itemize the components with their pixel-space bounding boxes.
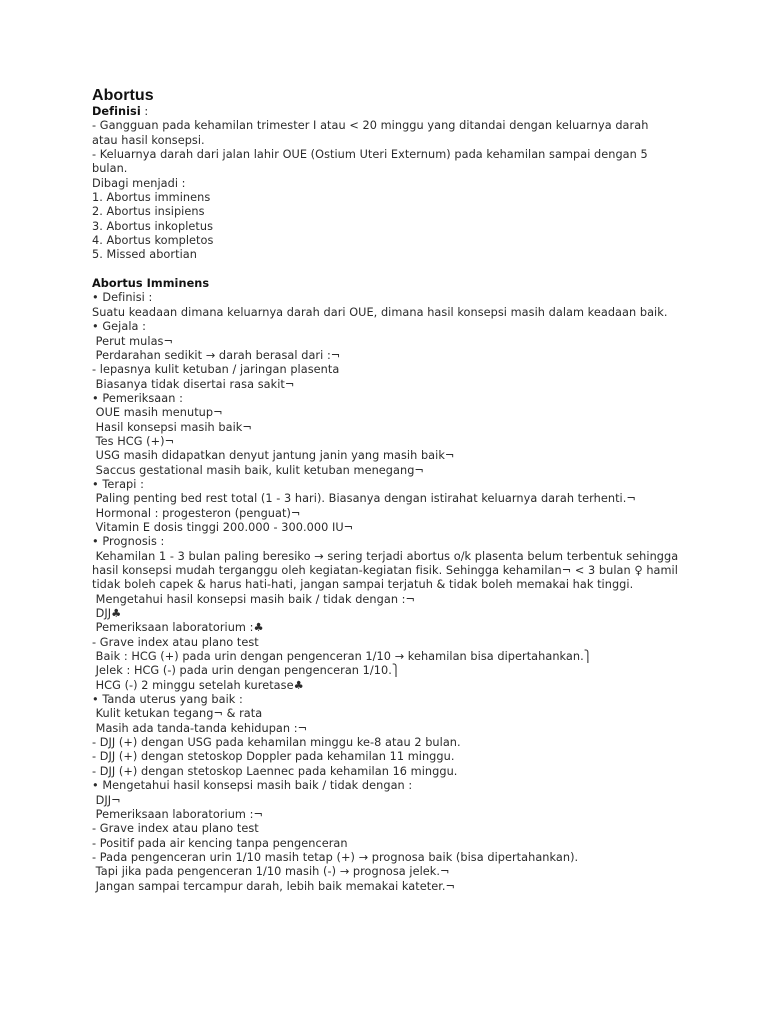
- section-block-b: [92, 593, 692, 894]
- text-line: 2. Abortus insipiens: [92, 205, 205, 219]
- text-line: Dibagi menjadi :: [92, 176, 186, 190]
- text-line: - DJJ (+) dengan stetoskop Laennec pada kehamilan 16 minggu.: [92, 764, 458, 778]
- text-line: Jelek : HCG (-) pada urin dengan pengenceran 1/10.⎫: [92, 664, 401, 678]
- text-line: • Terapi :: [92, 477, 144, 491]
- section-block-a: [92, 291, 692, 549]
- text-line: Saccus gestational masih baik, kulit ketuban menegang¬: [92, 463, 424, 477]
- text-line: Masih ada tanda-tanda kehidupan :¬: [92, 721, 308, 735]
- text-line: - Grave index atau plano test: [92, 822, 259, 836]
- spacer: [92, 263, 692, 277]
- text-line: Hormonal : progesteron (penguat)¬: [92, 506, 301, 520]
- prognosis-paragraph: Kehamilan 1 - 3 bulan paling beresiko → sering terjadi abortus o/k plasenta belum terbentuk sehingga hasil konsepsi mudah terganggu oleh kegiatan-kegiatan fisik. Sehingga kehamilan¬ < 3 bulan ♀ hamil tidak boleh capek & harus hati-hati, jangan sampai terjatuh & tidak boleh memakai hak tinggi.: [92, 549, 682, 592]
- text-line: Mengetahui hasil konsepsi masih baik / tidak dengan :¬: [92, 592, 416, 606]
- text-line: Biasanya tidak disertai rasa sakit¬: [92, 377, 295, 391]
- text-line: 1. Abortus imminens: [92, 191, 211, 205]
- text-line: Pemeriksaan laboratorium :¬: [92, 807, 263, 821]
- text-line: Perdarahan sedikit → darah berasal dari :¬: [92, 348, 341, 362]
- text-line: • Definisi :: [92, 291, 153, 305]
- text-line: bulan.: [92, 162, 128, 176]
- text-line: - Pada pengenceran urin 1/10 masih tetap (+) → prognosa baik (bisa dipertahankan).: [92, 850, 579, 864]
- text-line: Paling penting bed rest total (1 - 3 hari). Biasanya dengan istirahat keluarnya darah terhenti.¬: [92, 492, 636, 506]
- text-line: • Mengetahui hasil konsepsi masih baik / tidak dengan :: [92, 779, 413, 793]
- section-heading: Abortus Imminens: [92, 277, 210, 291]
- text-line: - DJJ (+) dengan stetoskop Doppler pada kehamilan 11 minggu.: [92, 750, 455, 764]
- intro-block: [92, 119, 692, 262]
- text-line: 5. Missed abortian: [92, 248, 197, 262]
- text-line: atau hasil konsepsi.: [92, 133, 205, 147]
- text-line: • Pemeriksaan :: [92, 391, 183, 405]
- text-line: 4. Abortus kompletos: [92, 234, 214, 248]
- text-line: OUE masih menutup¬: [92, 406, 223, 420]
- page-title: Abortus: [92, 87, 154, 104]
- text-line: - Positif pada air kencing tanpa pengenceran: [92, 836, 348, 850]
- text-line: • Gejala :: [92, 320, 146, 334]
- text-line: Jangan sampai tercampur darah, lebih baik memakai kateter.¬: [92, 879, 456, 893]
- text-line: • Tanda uterus yang baik :: [92, 693, 243, 707]
- text-line: Tapi jika pada pengenceran 1/10 masih (-) → prognosa jelek.¬: [92, 865, 450, 879]
- text-line: - DJJ (+) dengan USG pada kehamilan minggu ke-8 atau 2 bulan.: [92, 736, 461, 750]
- text-line: - Keluarnya darah dari jalan lahir OUE (Ostium Uteri Externum) pada kehamilan sampai dengan 5: [92, 148, 648, 162]
- text-line: Perut mulas¬: [92, 334, 174, 348]
- text-line: HCG (-) 2 minggu setelah kuretase♣: [92, 678, 304, 692]
- text-line: - Gangguan pada kehamilan trimester I atau < 20 minggu yang ditandai dengan keluarnya darah: [92, 119, 649, 133]
- text-line: 3. Abortus inkopletus: [92, 219, 214, 233]
- document-body: [92, 86, 692, 894]
- text-line: Kulit ketukan tegang¬ & rata: [92, 707, 263, 721]
- text-line: Vitamin E dosis tinggi 200.000 - 300.000 IU¬: [92, 520, 354, 534]
- definisi-heading-line: [92, 105, 692, 119]
- text-line: Hasil konsepsi masih baik¬: [92, 420, 252, 434]
- definisi-heading: Definisi: [92, 105, 141, 118]
- text-line: - Grave index atau plano test: [92, 635, 259, 649]
- text-line: Tes HCG (+)¬: [92, 434, 175, 448]
- text-line: Pemeriksaan laboratorium :♣: [92, 621, 264, 635]
- text-line: DJJ¬: [92, 793, 121, 807]
- text-line: DJJ♣: [92, 607, 122, 621]
- text-line: Baik : HCG (+) pada urin dengan pengenceran 1/10 → kehamilan bisa dipertahankan.⎫: [92, 650, 593, 664]
- definisi-colon: :: [140, 105, 149, 118]
- text-line: USG masih didapatkan denyut jantung janin yang masih baik¬: [92, 449, 455, 463]
- text-line: - lepasnya kulit ketuban / jaringan plasenta: [92, 363, 340, 377]
- text-line: Suatu keadaan dimana keluarnya darah dari OUE, dimana hasil konsepsi masih dalam keadaan baik.: [92, 305, 668, 319]
- text-line: • Prognosis :: [92, 535, 165, 549]
